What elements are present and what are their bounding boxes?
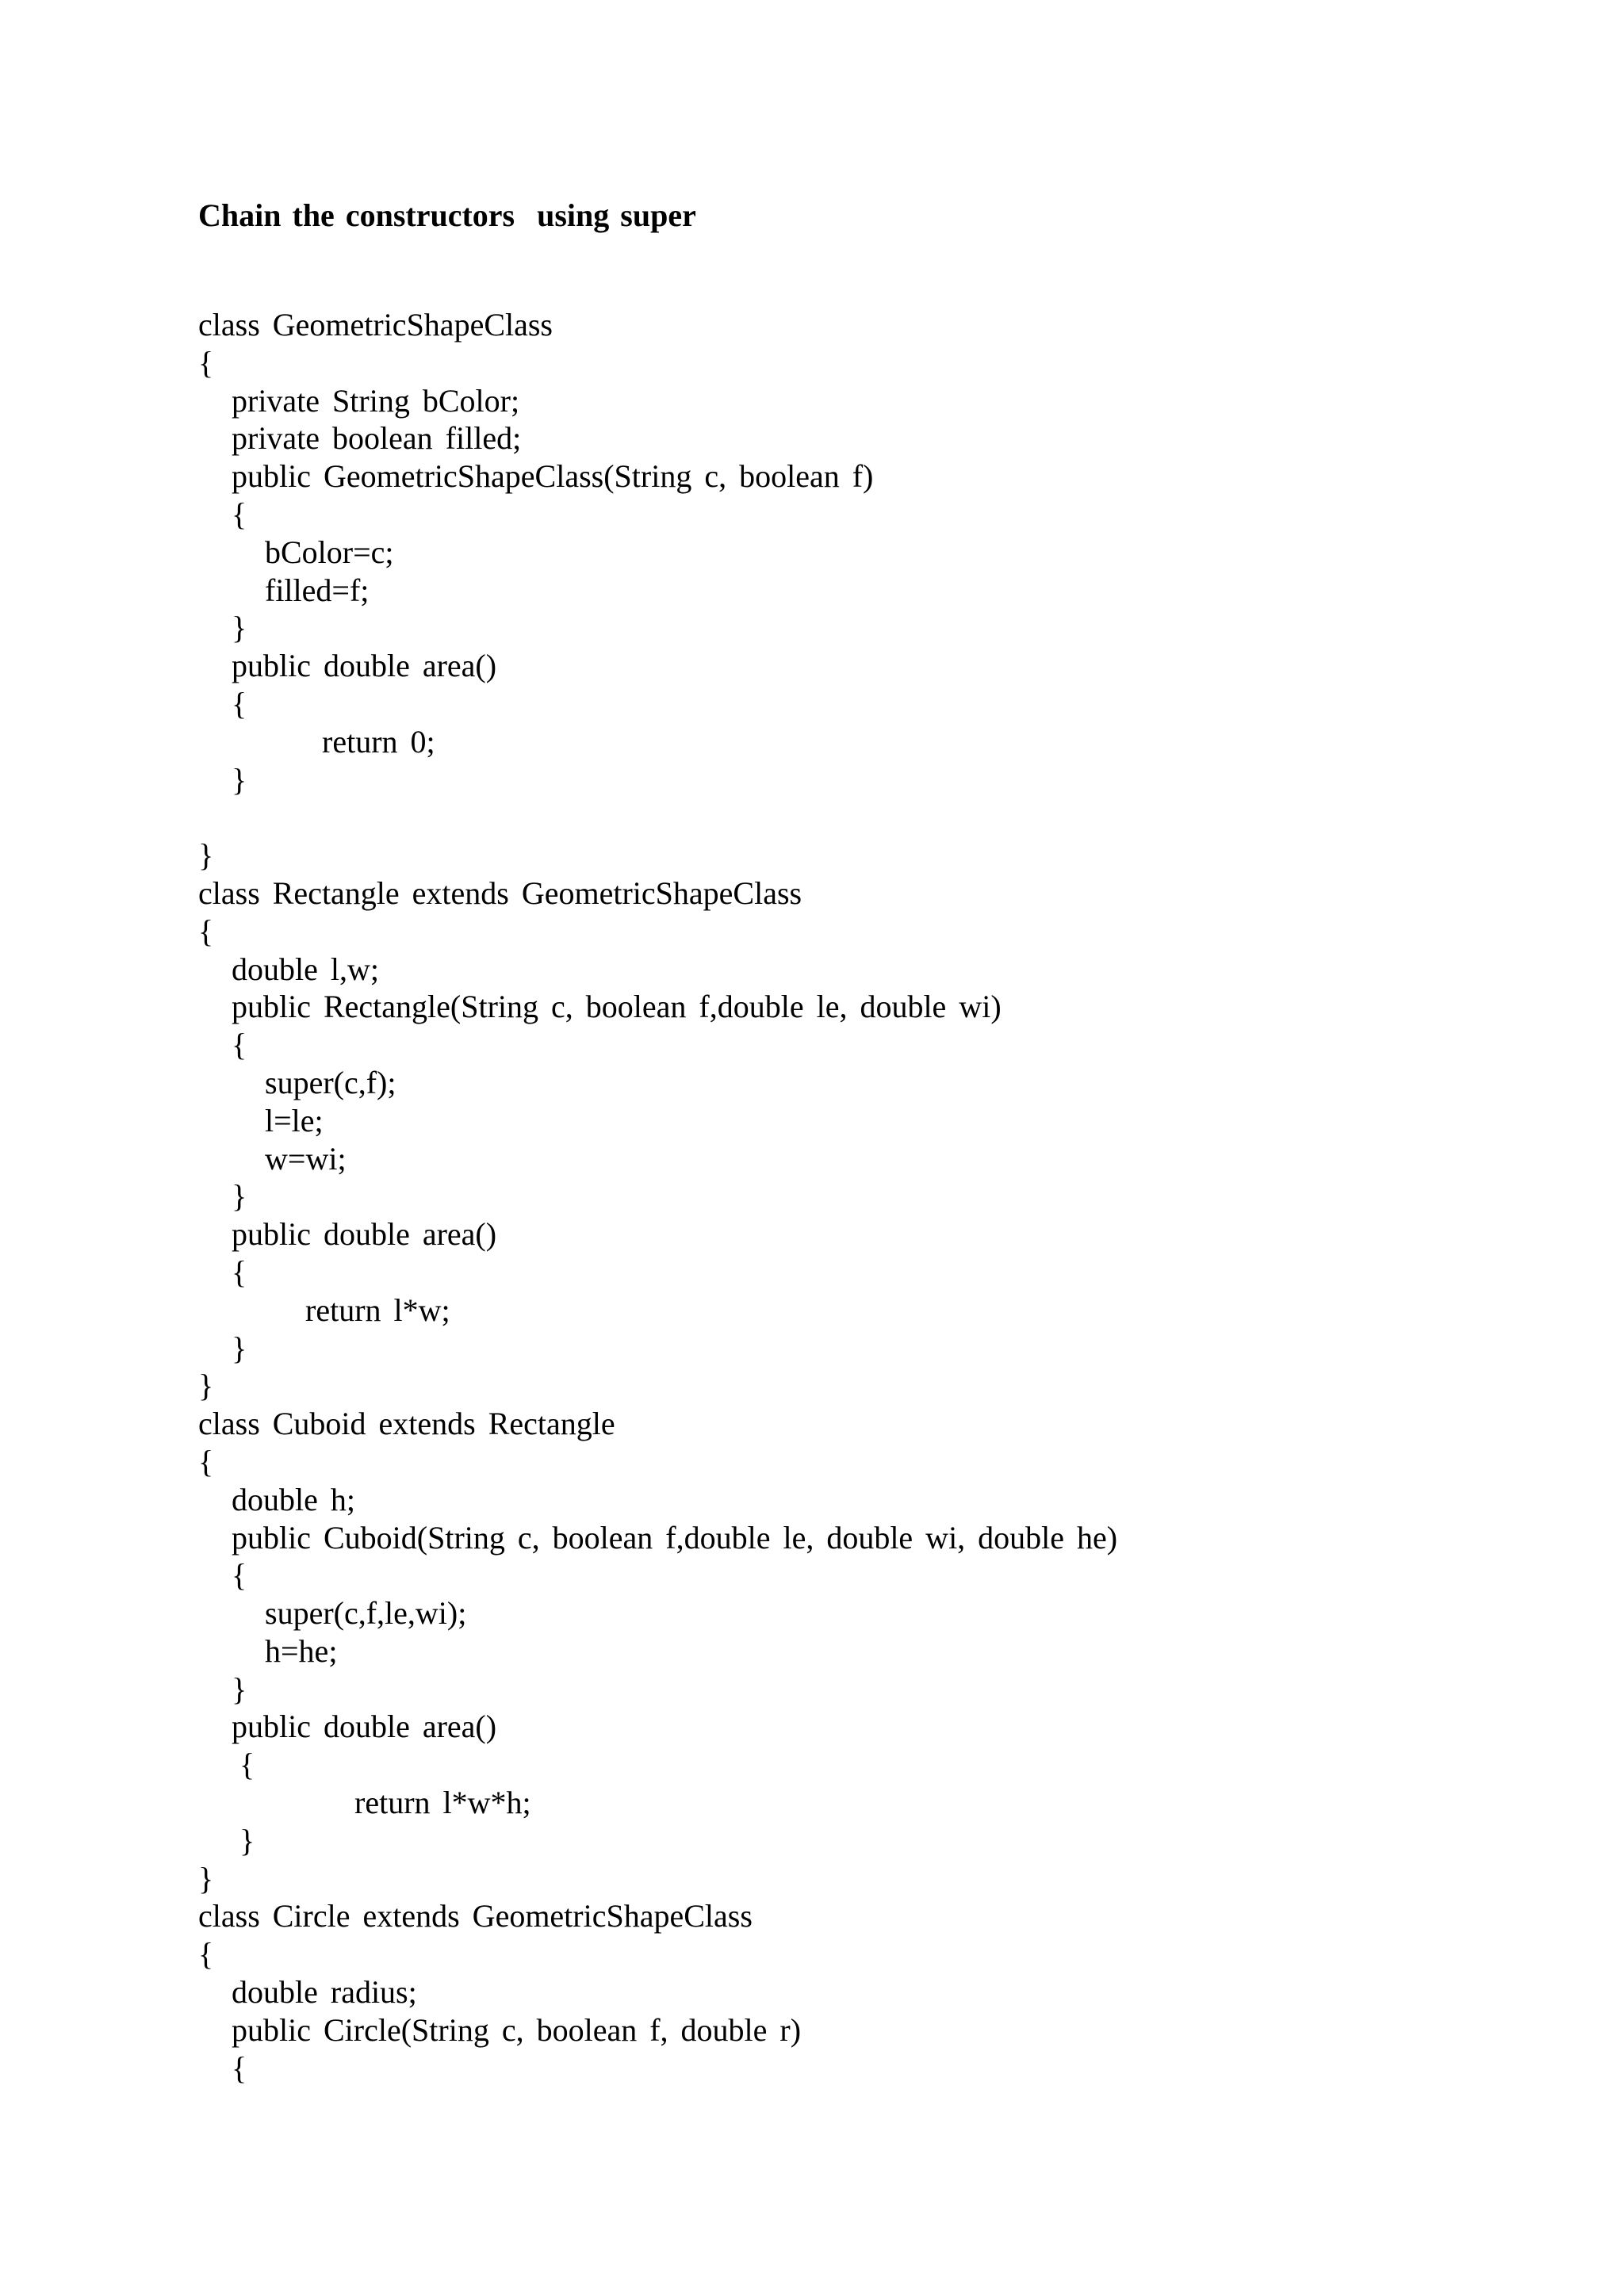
code-line: } <box>198 837 214 874</box>
code-line: } <box>232 1178 247 1215</box>
code-line: private String bColor; <box>232 382 520 419</box>
code-line: } <box>198 1368 214 1404</box>
code-line: public Rectangle(String c, boolean f,double le, double wi) <box>232 989 1002 1025</box>
code-line: { <box>232 685 247 721</box>
code-line: double l,w; <box>232 951 379 987</box>
code-line: filled=f; <box>265 572 370 608</box>
code-line: bColor=c; <box>265 534 394 570</box>
code-line: l=le; <box>265 1102 324 1138</box>
code-line: private boolean filled; <box>232 420 522 457</box>
code-line: { <box>232 2049 247 2086</box>
code-listing <box>198 306 1507 2087</box>
code-line: } <box>239 1822 255 1858</box>
code-line: { <box>198 1936 214 1973</box>
code-line: } <box>232 1670 247 1707</box>
code-line: { <box>198 1443 214 1479</box>
code-line: super(c,f,le,wi); <box>265 1595 467 1632</box>
code-line: { <box>232 1253 247 1290</box>
code-line: double h; <box>232 1481 355 1517</box>
code-line: { <box>232 496 247 532</box>
code-line: } <box>232 610 247 646</box>
code-line: { <box>198 913 214 949</box>
code-line: public double area() <box>232 648 497 684</box>
code-line: } <box>198 1860 214 1896</box>
code-line: } <box>232 1330 247 1366</box>
code-line: { <box>239 1747 255 1783</box>
code-line: public double area() <box>232 1216 497 1253</box>
code-line: return 0; <box>322 723 435 760</box>
code-line: class Cuboid extends Rectangle <box>198 1406 615 1442</box>
code-line: { <box>232 1027 247 1063</box>
code-line: double radius; <box>232 1974 417 2011</box>
code-line: } <box>232 761 247 798</box>
code-line: class Circle extends GeometricShapeClass <box>198 1898 753 1934</box>
code-line: public double area() <box>232 1709 497 1745</box>
code-line: public Cuboid(String c, boolean f,double le, double wi, double he) <box>232 1519 1118 1556</box>
code-line: return l*w; <box>305 1292 450 1328</box>
code-line: class GeometricShapeClass <box>198 307 553 342</box>
code-line: public Circle(String c, boolean f, double r) <box>232 2011 802 2048</box>
code-line: class Rectangle extends GeometricShapeClass <box>198 874 802 911</box>
code-line: h=he; <box>265 1632 338 1669</box>
code-line: super(c,f); <box>265 1064 396 1100</box>
page-title: Chain the constructors using super <box>198 197 696 233</box>
code-line: w=wi; <box>265 1140 347 1177</box>
code-line <box>198 798 1507 836</box>
code-line: return l*w*h; <box>354 1785 531 1821</box>
code-line: public GeometricShapeClass(String c, boolean f) <box>232 458 874 495</box>
code-line: { <box>232 1557 247 1594</box>
code-line: { <box>198 344 214 381</box>
